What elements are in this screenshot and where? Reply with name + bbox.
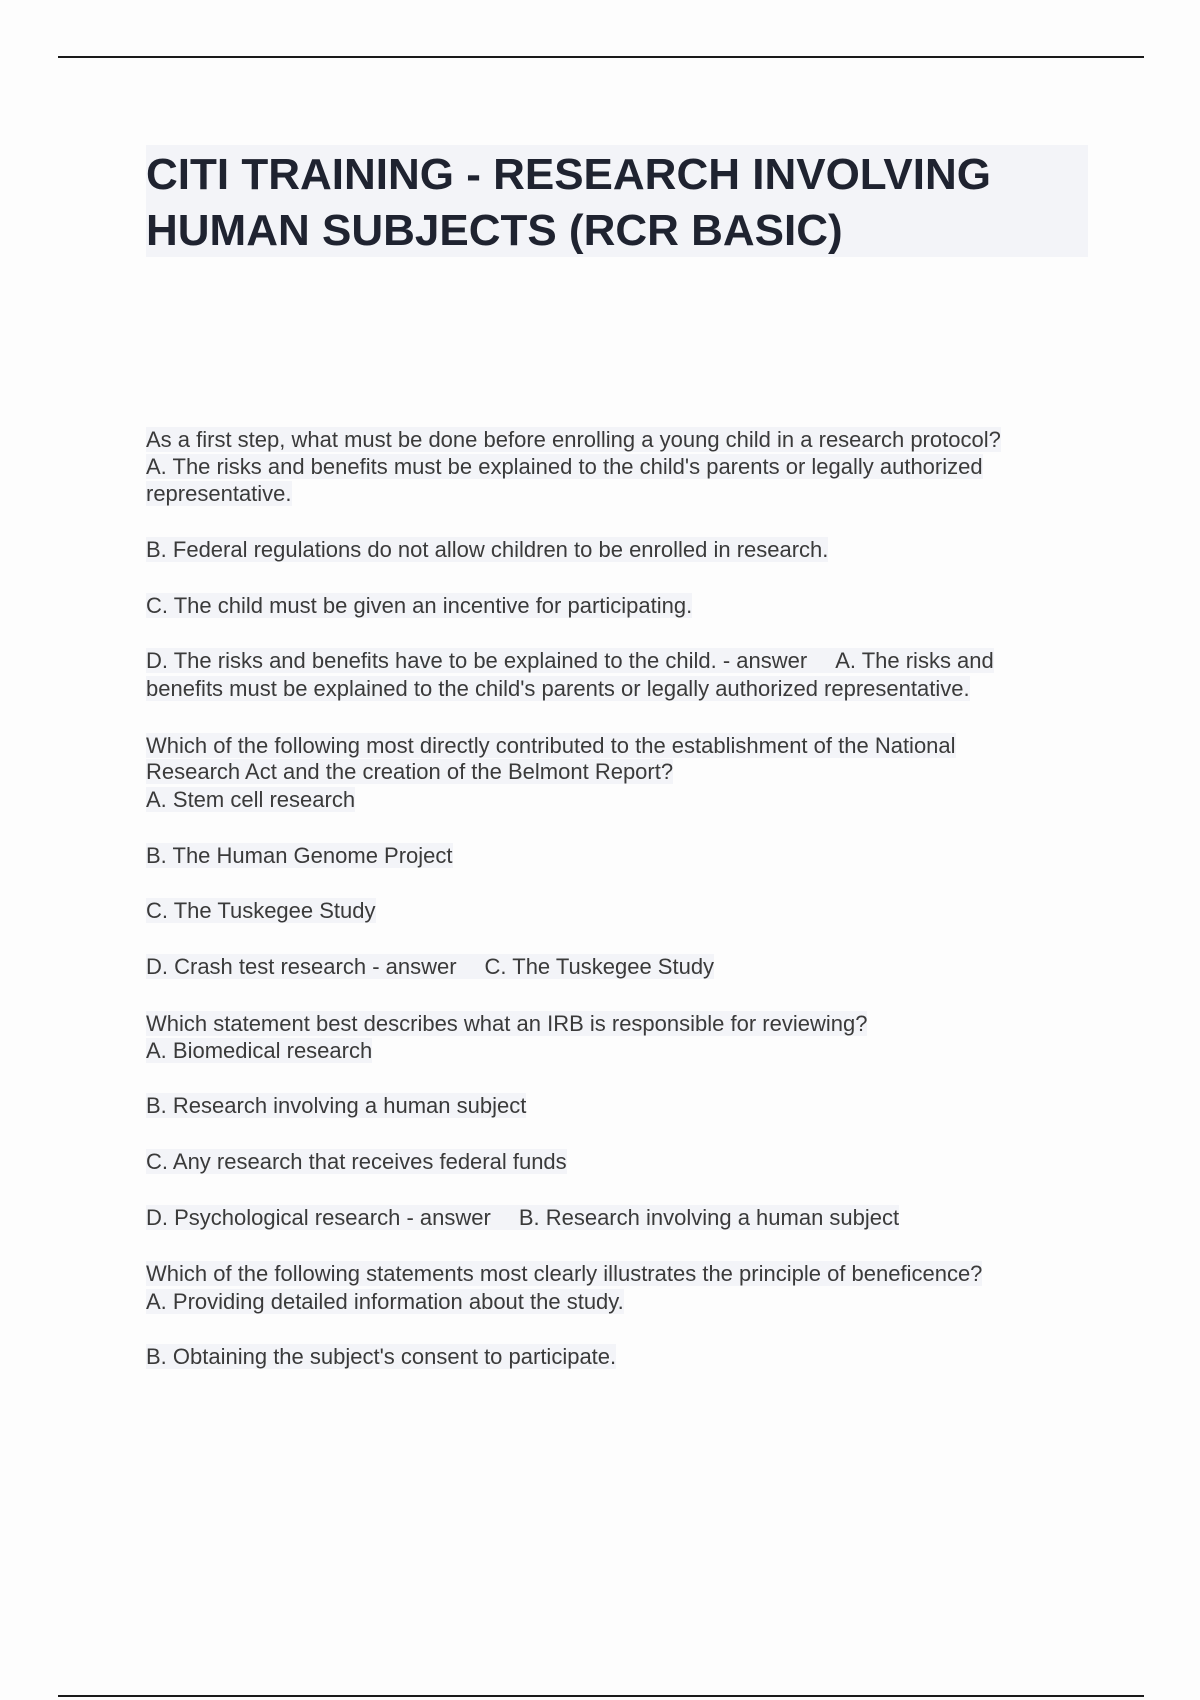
page-title-line-1: CITI TRAINING - RESEARCH INVOLVING [146,150,991,199]
question-4-option-a: A. Providing detailed information about the study. [146,1289,624,1314]
page-title-line-2: HUMAN SUBJECTS (RCR BASIC) [146,206,843,255]
question-1-option-a: A. The risks and benefits must be explained to the child's parents or legally authorized [146,454,983,479]
question-3-option-a: A. Biomedical research [146,1038,373,1063]
question-3-stem: Which statement best describes what an IRB is responsible for reviewing? [146,1011,868,1036]
question-3-option-b: B. Research involving a human subject [146,1093,527,1118]
question-2-option-b: B. The Human Genome Project [146,843,453,868]
question-2-stem-cont: Research Act and the creation of the Belmont Report? [146,759,674,784]
title-block [146,145,1088,257]
bottom-rule [58,1695,1144,1697]
question-2-option-c: C. The Tuskegee Study [146,898,376,923]
question-1-answer: A. The risks and [835,648,994,673]
question-1-option-c: C. The child must be given an incentive for participating. [146,593,693,618]
question-1-stem: As a first step, what must be done before enrolling a young child in a research protocol? [146,427,1001,452]
question-2-stem: Which of the following most directly contributed to the establishment of the National [146,733,956,758]
question-4-option-b: B. Obtaining the subject's consent to participate. [146,1344,617,1369]
question-1-option-d: D. The risks and benefits have to be explained to the child. - answer A. The risks and [146,648,994,673]
question-4-stem: Which of the following statements most clearly illustrates the principle of beneficence? [146,1261,983,1286]
question-2-option-a: A. Stem cell research [146,787,356,812]
question-1-option-b: B. Federal regulations do not allow children to be enrolled in research. [146,537,829,562]
question-3-option-d: D. Psychological research - answer B. Research involving a human subject [146,1205,900,1230]
question-3-answer: B. Research involving a human subject [518,1205,900,1230]
top-rule [58,56,1144,58]
question-3-option-c: C. Any research that receives federal funds [146,1149,567,1174]
question-2-answer: C. The Tuskegee Study [484,954,715,979]
question-1-option-a-cont: representative. [146,481,292,506]
question-2-option-d: D. Crash test research - answer C. The Tuskegee Study [146,954,715,979]
question-1-answer-cont: benefits must be explained to the child's parents or legally authorized representative. [146,676,970,701]
